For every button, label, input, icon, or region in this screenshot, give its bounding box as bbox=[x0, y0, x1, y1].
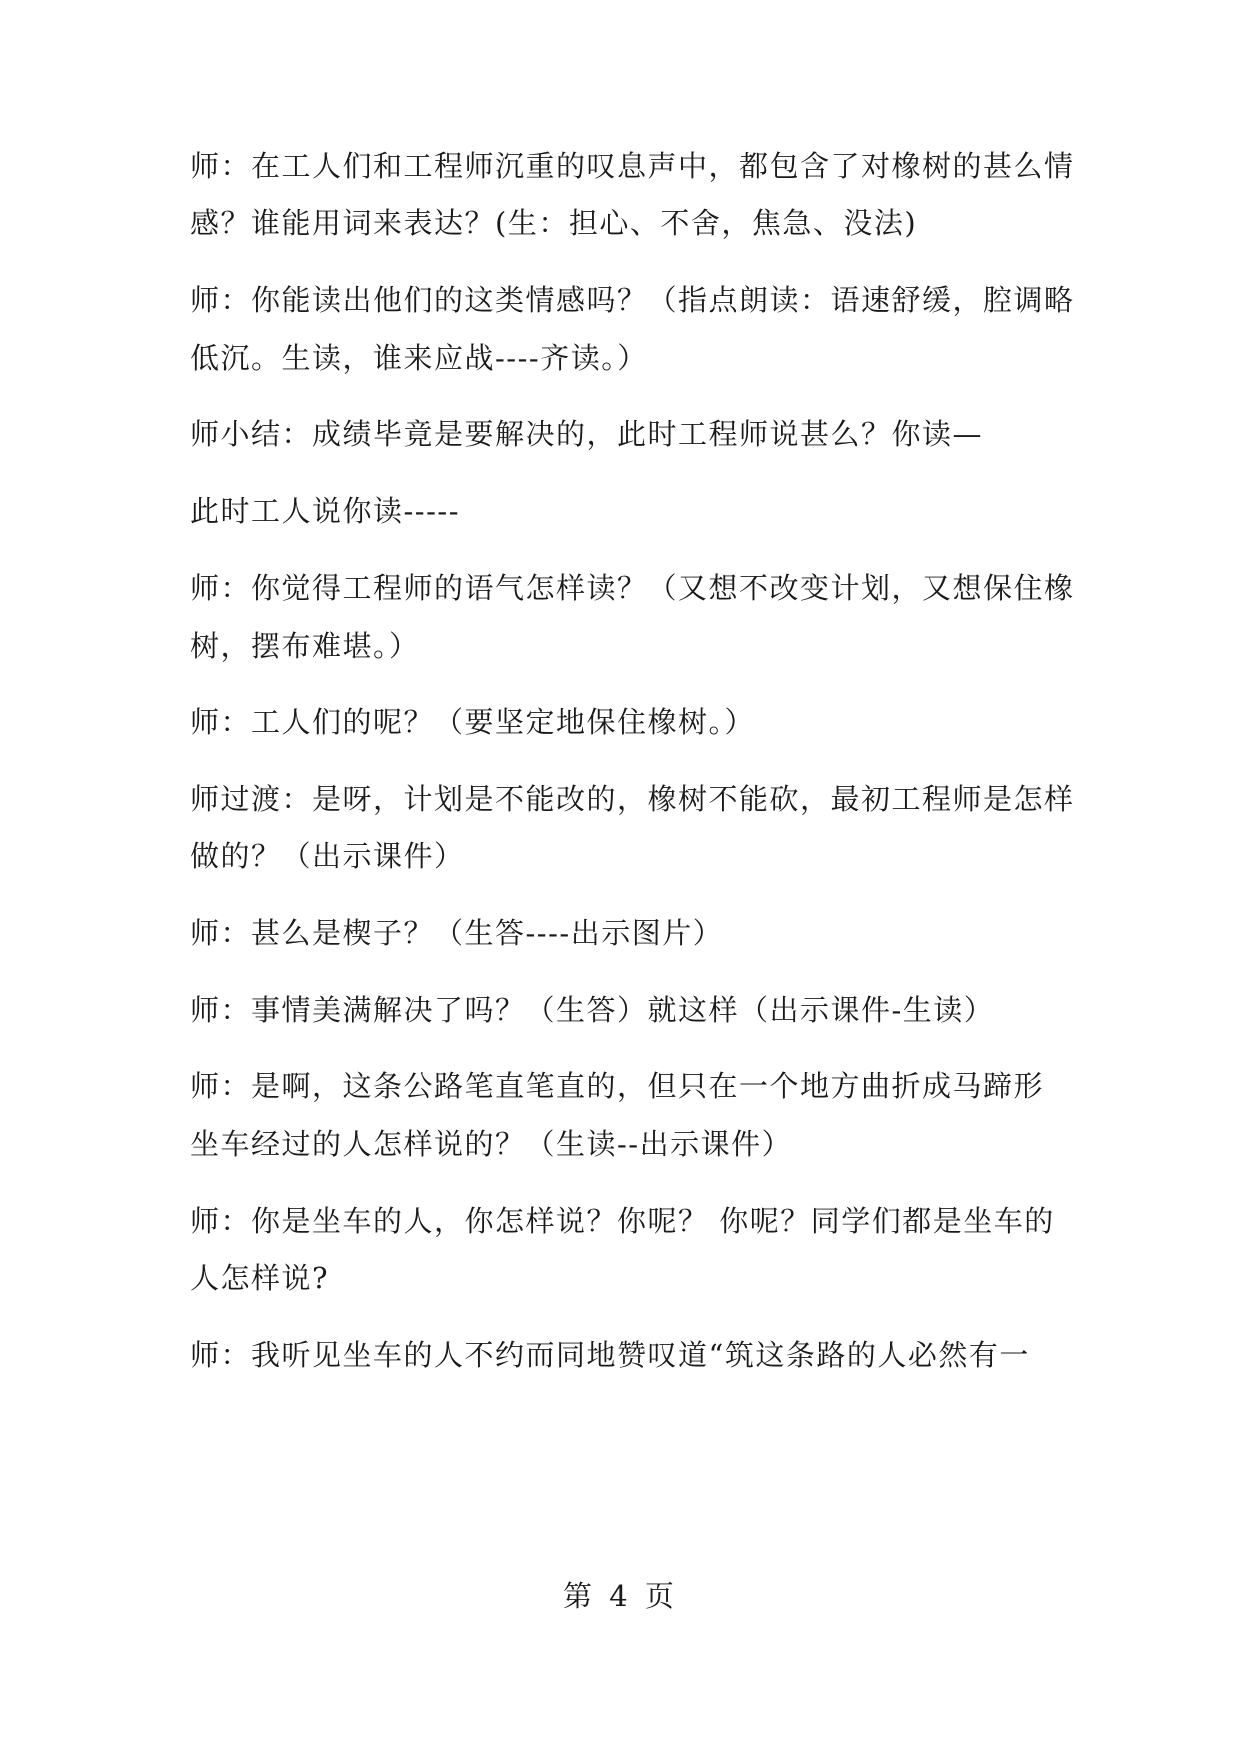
text-line: 树，摆布难堪。） bbox=[190, 629, 420, 663]
text-line: 师小结：成绩毕竟是要解决的，此时工程师说甚么？你读— bbox=[190, 417, 984, 451]
text-line: 师：我听见坐车的人不约而同地赞叹道“筑这条路的人必然有一 bbox=[190, 1338, 1030, 1372]
text-line: 师：你觉得工程师的语气怎样读？（又想不改变计划，又想保住橡 bbox=[190, 571, 1075, 605]
text-line: 坐车经过的人怎样说的？（生读--出示课件） bbox=[190, 1127, 793, 1161]
text-line: 做的？（出示课件） bbox=[190, 839, 465, 873]
text-line: 此时工人说你读----- bbox=[190, 494, 460, 528]
text-line: 师：是啊，这条公路笔直笔直的，但只在一个地方曲折成马蹄形 bbox=[190, 1069, 1045, 1103]
text-line: 人怎样说? bbox=[190, 1261, 330, 1295]
text-line: 师：在工人们和工程师沉重的叹息声中，都包含了对橡树的甚么情 bbox=[190, 149, 1075, 183]
text-line: 感？谁能用词来表达？(生：担心、不舍，焦急、没法) bbox=[190, 206, 918, 240]
text-line: 低沉。生读，谁来应战----齐读。） bbox=[190, 341, 648, 375]
text-line: 师：你能读出他们的这类情感吗？（指点朗读：语速舒缓，腔调略 bbox=[190, 283, 1075, 317]
text-line: 师：你是坐车的人，你怎样说？你呢？ 你呢？同学们都是坐车的 bbox=[190, 1204, 1055, 1238]
page-number: 第 4 页 bbox=[563, 1579, 678, 1613]
text-line: 师：工人们的呢？（要坚定地保住橡树。） bbox=[190, 705, 756, 739]
text-line: 师过渡：是呀，计划是不能改的，橡树不能砍，最初工程师是怎样 bbox=[190, 782, 1075, 816]
text-line: 师：甚么是楔子？（生答----出示图片） bbox=[190, 916, 724, 950]
text-line: 师：事情美满解决了吗？（生答）就这样（出示课件-生读） bbox=[190, 993, 995, 1027]
